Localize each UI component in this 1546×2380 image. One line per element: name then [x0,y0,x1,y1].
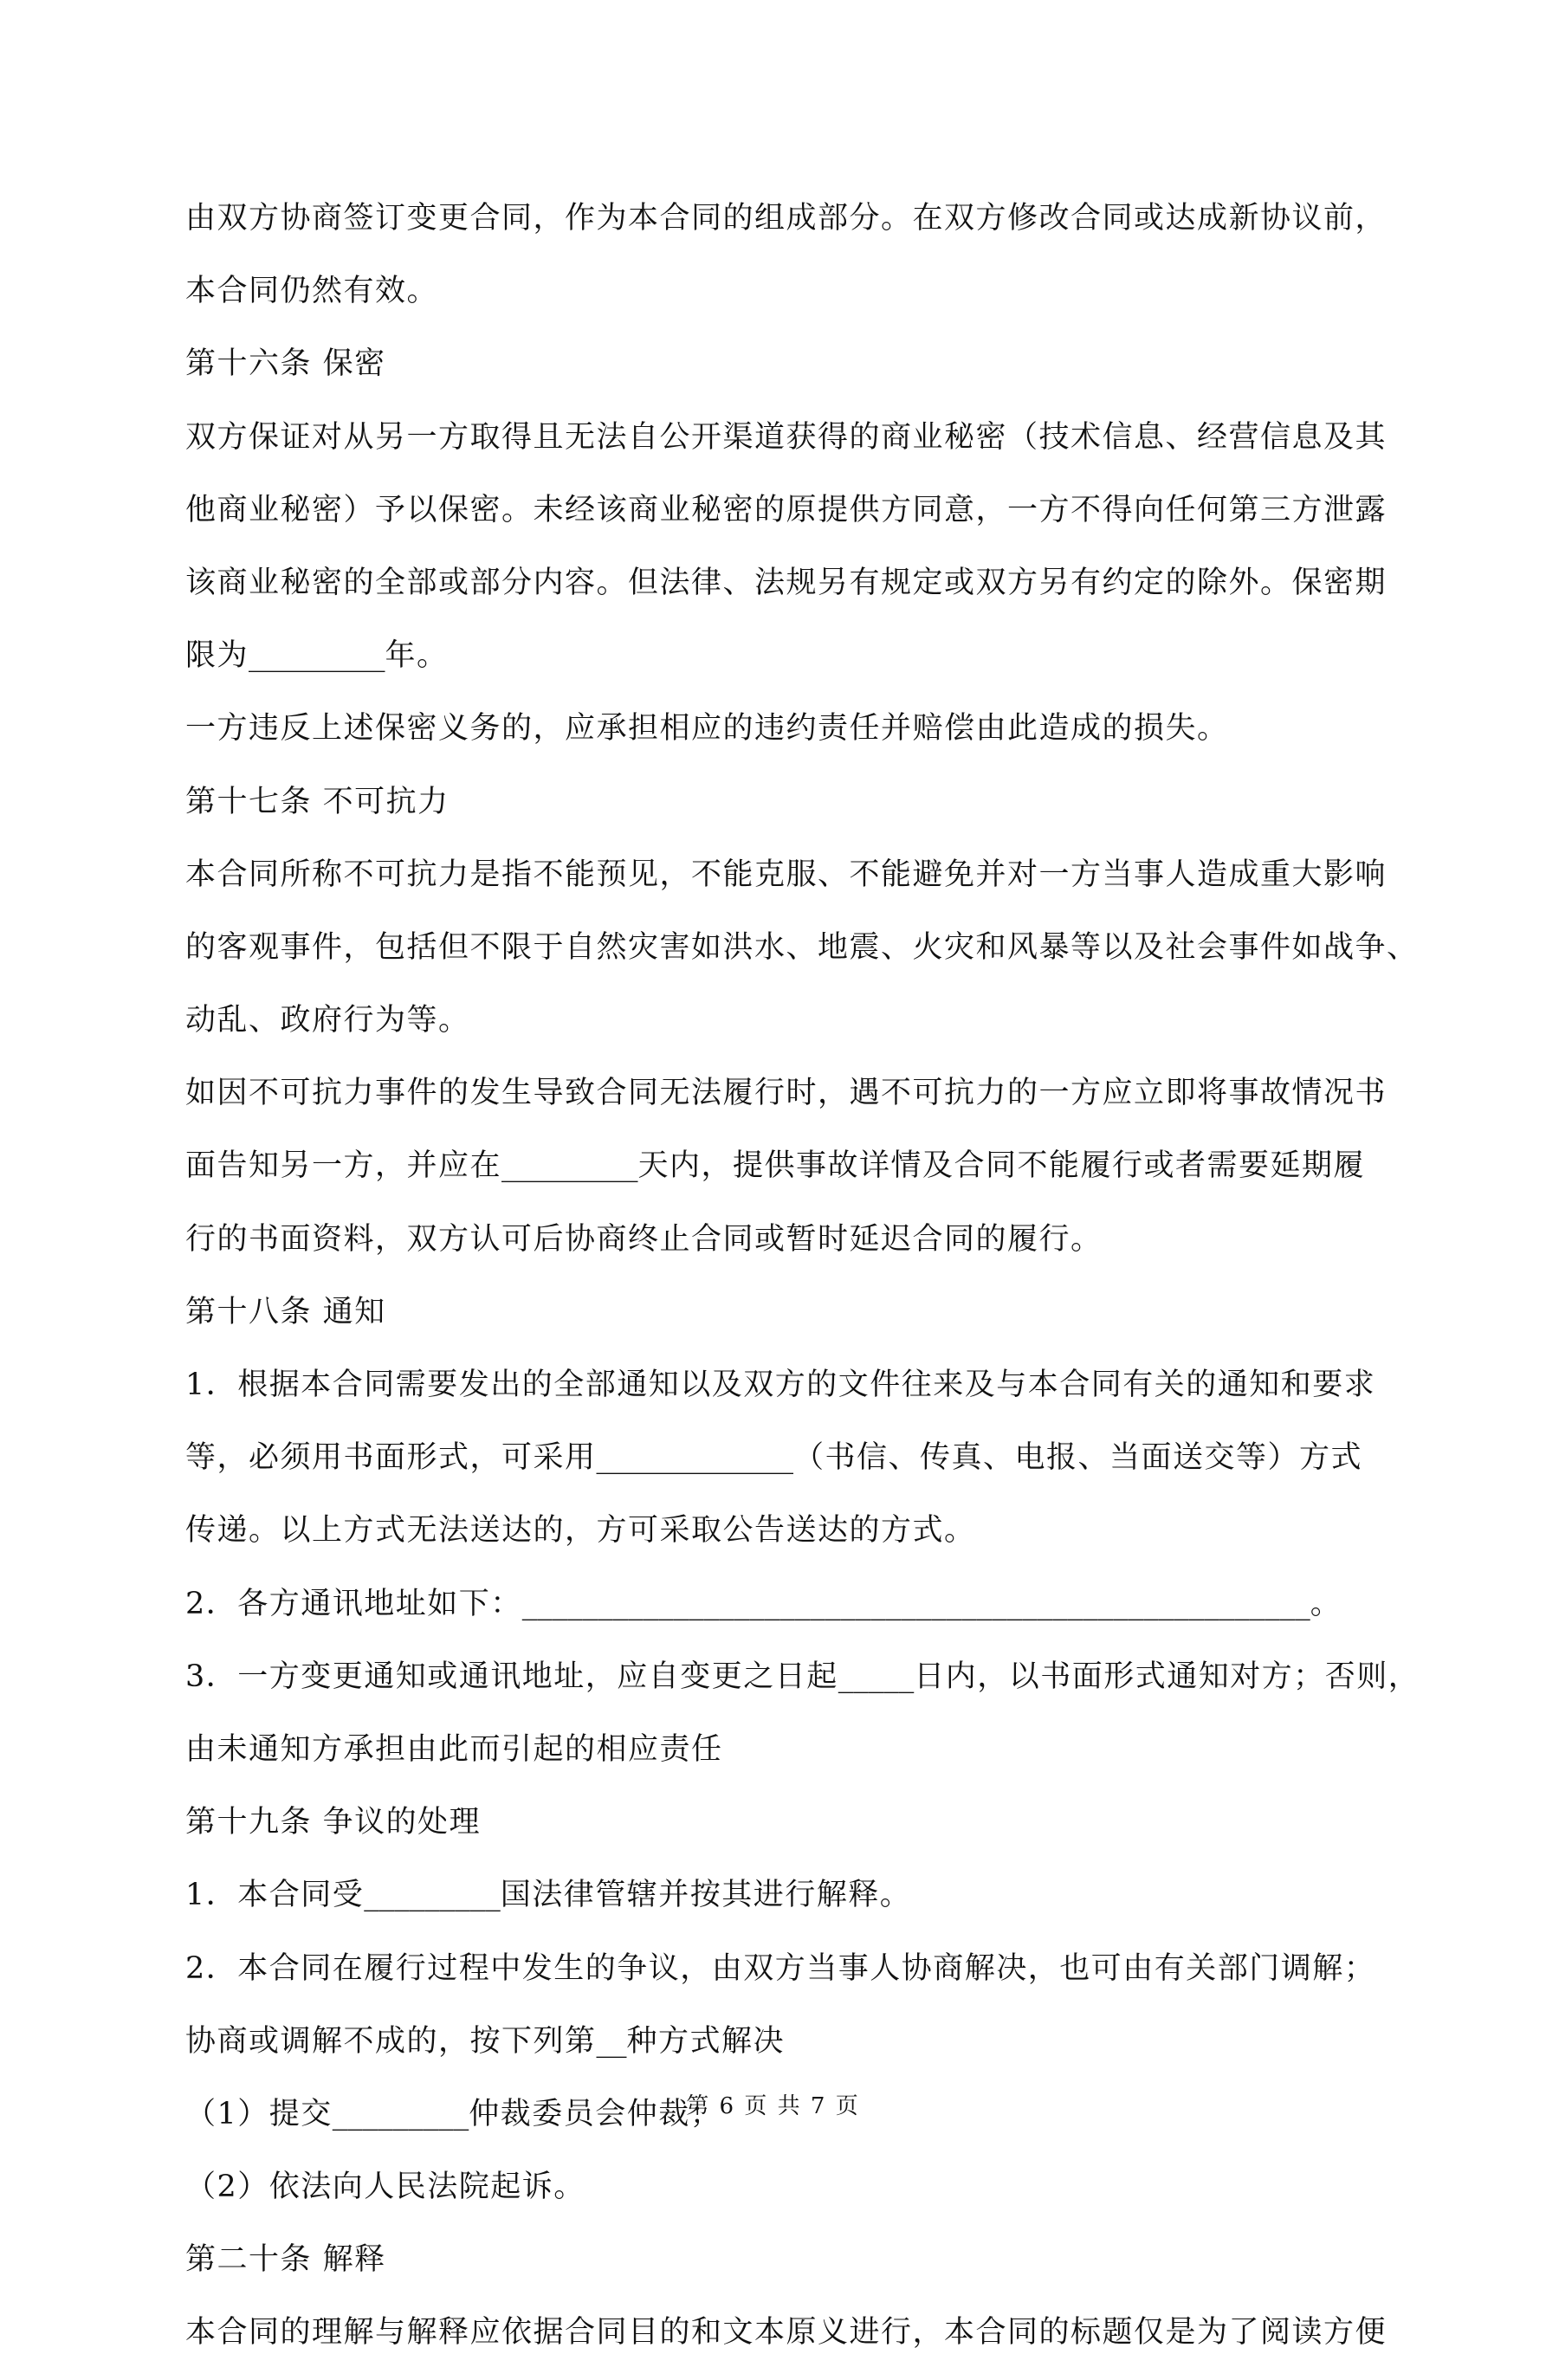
line-text-after-blank: 年。 [385,638,449,674]
line-text: 第十六条 保密 [185,346,386,382]
document-line [185,411,1388,484]
fill-in-blank: _________ [249,638,385,674]
document-line [185,849,1388,922]
line-text-after-blank: （书信、传真、电报、当面送交等）方式 [793,1440,1363,1476]
line-text-after-blank: 日内，以书面形式通知对方；否则， [914,1659,1420,1694]
fill-in-blank: _________ [501,1148,638,1184]
document-line [185,265,1372,338]
line-text: 2．各方通讯地址如下： [185,1586,522,1621]
line-text-after-blank: 种方式解决 [626,2023,786,2059]
line-text: （1）提交 [185,2096,333,2131]
line-text: （2）依法向人民法院起诉。 [185,2170,585,2205]
document-line [185,1651,1420,1724]
line-text: 本合同的理解与解释应依据合同目的和文本原义进行，本合同的标题仅是为了阅读方便 [185,2315,1388,2351]
document-line [185,1504,1372,1577]
line-text: 第二十条 解释 [185,2242,386,2278]
line-text: 由双方协商签订变更合同，作为本合同的组成部分。在双方修改合同或达成新协议前， [185,201,1388,236]
line-text: 的客观事件，包括但不限于自然灾害如洪水、地震、火灾和风暴等以及社会事件如战争、 [185,929,1419,965]
document-line [185,1869,1372,1942]
line-text: 动乱、政府行为等。 [185,1003,470,1038]
page-footer: 第 6 页 共 7 页 [686,2093,860,2119]
document-line [185,1067,1388,1140]
document-line [185,2234,1372,2306]
document-line [185,702,1372,775]
line-text: 该商业秘密的全部或部分内容。但法律、法规另有规定或双方另有约定的除外。保密期 [185,565,1388,600]
document-line [185,2015,1372,2088]
document-line [185,630,1372,702]
fill-in-blank: _____ [838,1659,915,1694]
document-line [185,1796,1372,1869]
line-text: 第十八条 通知 [185,1294,386,1329]
line-text: 如因不可抗力事件的发生导致合同无法履行时，遇不可抗力的一方应立即将事故情况书 [185,1076,1388,1111]
fill-in-blank: _____________ [596,1440,794,1476]
line-text-after-blank: 天内，提供事故详情及合同不能履行或者需要延期履 [637,1148,1366,1184]
fill-in-blank: _________ [332,2096,469,2131]
document-line [185,484,1388,557]
fill-in-blank: ____________________________________________________ [521,1586,1310,1621]
line-text: 他商业秘密）予以保密。未经该商业秘密的原提供方同意，一方不得向任何第三方泄露 [185,492,1388,527]
document-line [185,2161,1372,2234]
document-line [185,1359,1376,1432]
line-text: 2．本合同在履行过程中发生的争议，由双方当事人协商解决，也可由有关部门调解； [185,1950,1376,1986]
document-line [185,1286,1372,1359]
document-line [185,994,1372,1067]
fill-in-blank: __ [596,2023,627,2059]
document-line [185,2306,1388,2379]
document-line [185,1724,1372,1796]
line-text: 双方保证对从另一方取得且无法自公开渠道获得的商业秘密（技术信息、经营信息及其 [185,419,1388,455]
line-text: 3．一方变更通知或通讯地址，应自变更之日起 [185,1659,838,1694]
document-body [185,192,1420,2380]
fill-in-blank: _________ [364,1878,501,1913]
line-text: 面告知另一方，并应在 [185,1148,502,1184]
document-line [185,1578,1372,1651]
line-text: 由未通知方承担由此而引起的相应责任 [185,1731,723,1767]
line-text: 1．本合同受 [185,1878,365,1913]
line-text: 协商或调解不成的，按下列第 [185,2023,597,2059]
line-text-after-blank: 。 [1310,1586,1342,1621]
line-text-after-blank: 国法律管辖并按其进行解释。 [500,1878,912,1913]
line-text: 行的书面资料，双方认可后协商终止合同或暂时延迟合同的履行。 [185,1221,1103,1257]
line-text: 限为 [185,638,249,674]
document-line [185,1140,1372,1213]
line-text: 1．根据本合同需要发出的全部通知以及双方的文件往来及与本合同有关的通知和要求 [185,1368,1376,1402]
document-line [185,1213,1372,1286]
line-text: 第十九条 争议的处理 [185,1805,482,1840]
document-line [185,557,1388,630]
line-text: 等，必须用书面形式，可采用 [185,1440,597,1476]
line-text: 本合同所称不可抗力是指不能预见，不能克服、不能避免并对一方当事人造成重大影响 [185,857,1388,892]
document-line [185,776,1372,849]
line-text: 一方违反上述保密义务的，应承担相应的违约责任并赔偿由此造成的损失。 [185,711,1229,747]
line-text-after-blank: 仲裁委员会仲裁； [469,2096,722,2131]
document-line [185,922,1419,994]
document-line [185,1432,1372,1504]
line-text: 本合同仍然有效。 [185,274,439,309]
line-text: 第十七条 不可抗力 [185,784,450,819]
line-text: 传递。以上方式无法送达的，方可采取公告送达的方式。 [185,1513,976,1549]
document-line [185,338,1372,411]
document-line [185,192,1388,265]
document-line [185,1943,1376,2015]
